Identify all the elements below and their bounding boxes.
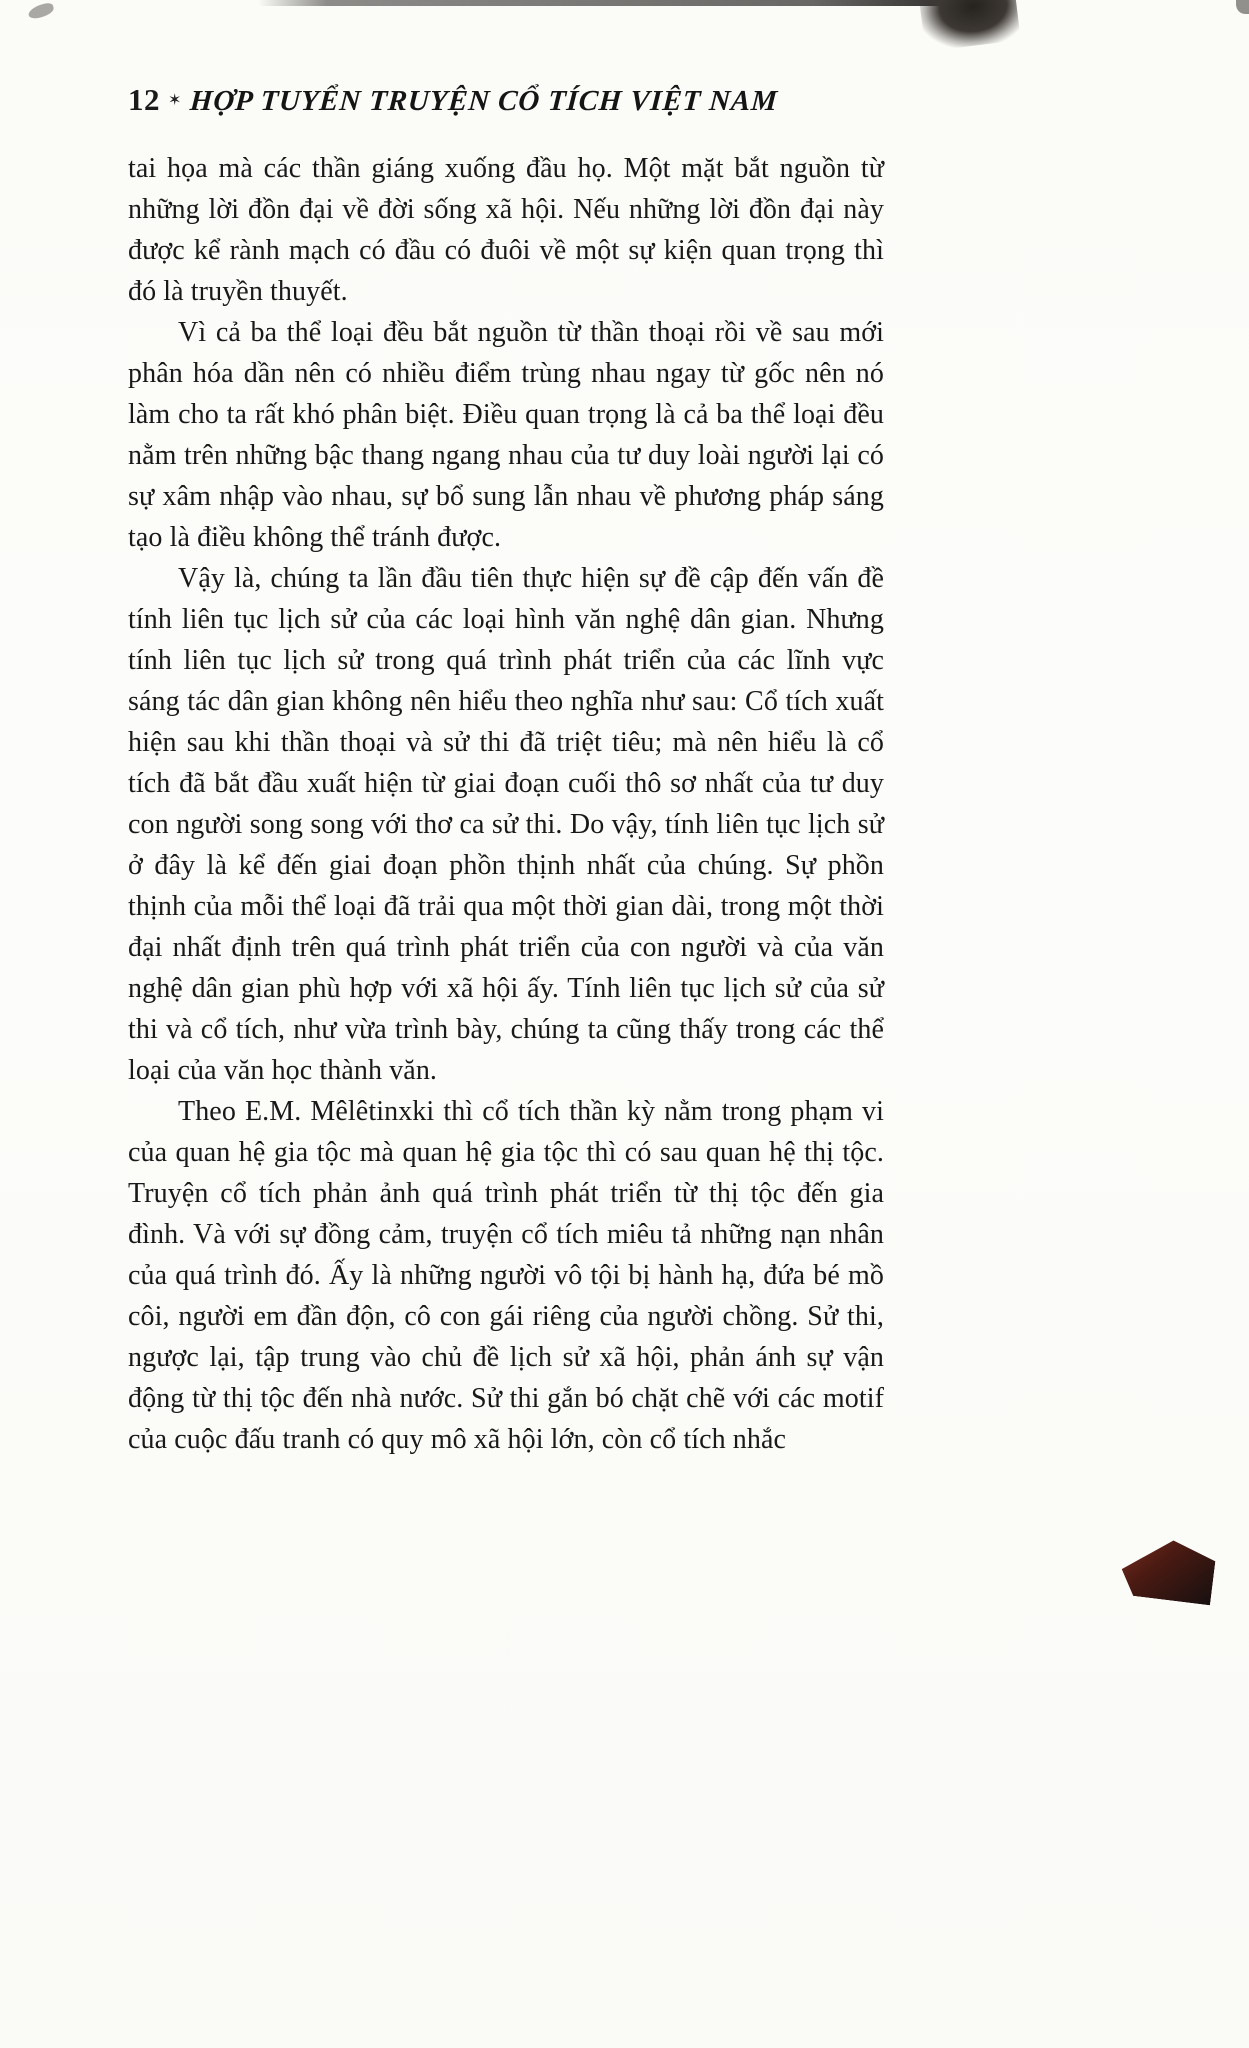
paragraph: Theo E.M. Mêlêtinxki thì cổ tích thần kỳ nằm trong phạm vi của quan hệ gia tộc mà quan hệ gia tộc thì có sau quan hệ thị tộc. Truyện cổ tích phản ảnh quá trình phát triển từ thị tộc đến gia đình. Và với sự đồng cảm, truyện cổ tích miêu tả những nạn nhân của quá trình đó. Ấy là những người vô tội bị hành hạ, đứa bé mồ côi, người em đần độn, cô con gái riêng của người chồng. Sử thi, ngược lại, tập trung vào chủ đề lịch sử xã hội, phản ánh sự vận động từ thị tộc đến nhà nước. Sử thi gắn bó chặt chẽ với các motif của cuộc đấu tranh có quy mô xã hội lớn, còn cổ tích nhắc <box>128 1096 884 1455</box>
running-title: HỢP TUYỂN TRUYỆN CỔ TÍCH VIỆT NAM <box>189 85 780 117</box>
scan-top-edge-shadow <box>258 0 948 6</box>
page-number: 12 <box>128 82 160 117</box>
star-separator-icon: ✶ <box>168 92 182 109</box>
scan-mark-bottom-right <box>1119 1535 1218 1606</box>
paragraph-continuation: tai họa mà các thần giáng xuống đầu họ. Một mặt bắt nguồn từ những lời đồn đại về đời sống xã hội. Nếu những lời đồn đại này được kể rành mạch có đầu có đuôi về một sự kiện quan trọng thì đó là truyền thuyết. <box>128 153 884 307</box>
scan-speck-top-left <box>27 1 55 20</box>
body-text-block <box>128 148 884 1460</box>
scan-nub-top-right-corner <box>1236 0 1249 14</box>
page-header <box>128 82 778 118</box>
scan-smudge-top-right <box>919 0 1021 52</box>
paragraph: Vậy là, chúng ta lần đầu tiên thực hiện sự đề cập đến vấn đề tính liên tục lịch sử của các loại hình văn nghệ dân gian. Nhưng tính liên tục lịch sử trong quá trình phát triển của các lĩnh vực sáng tác dân gian không nên hiểu theo nghĩa như sau: Cổ tích xuất hiện sau khi thần thoại và sử thi đã triệt tiêu; mà nên hiểu là cổ tích đã bắt đầu xuất hiện từ giai đoạn cuối thô sơ nhất của tư duy con người song song với thơ ca sử thi. Do vậy, tính liên tục lịch sử ở đây là kể đến giai đoạn phồn thịnh nhất của chúng. Sự phồn thịnh của mỗi thể loại đã trải qua một thời gian dài, trong một thời đại nhất định trên quá trình phát triển của con người và của văn nghệ dân gian phù hợp với xã hội ấy. Tính liên tục lịch sử của sử thi và cổ tích, như vừa trình bày, chúng ta cũng thấy trong các thể loại của văn học thành văn. <box>128 563 884 1086</box>
paragraph: Vì cả ba thể loại đều bắt nguồn từ thần thoại rồi về sau mới phân hóa dần nên có nhiều điểm trùng nhau ngay từ gốc nên nó làm cho ta rất khó phân biệt. Điều quan trọng là cả ba thể loại đều nằm trên những bậc thang ngang nhau của tư duy loài người lại có sự xâm nhập vào nhau, sự bổ sung lẫn nhau về phương pháp sáng tạo là điều không thể tránh được. <box>128 317 884 553</box>
